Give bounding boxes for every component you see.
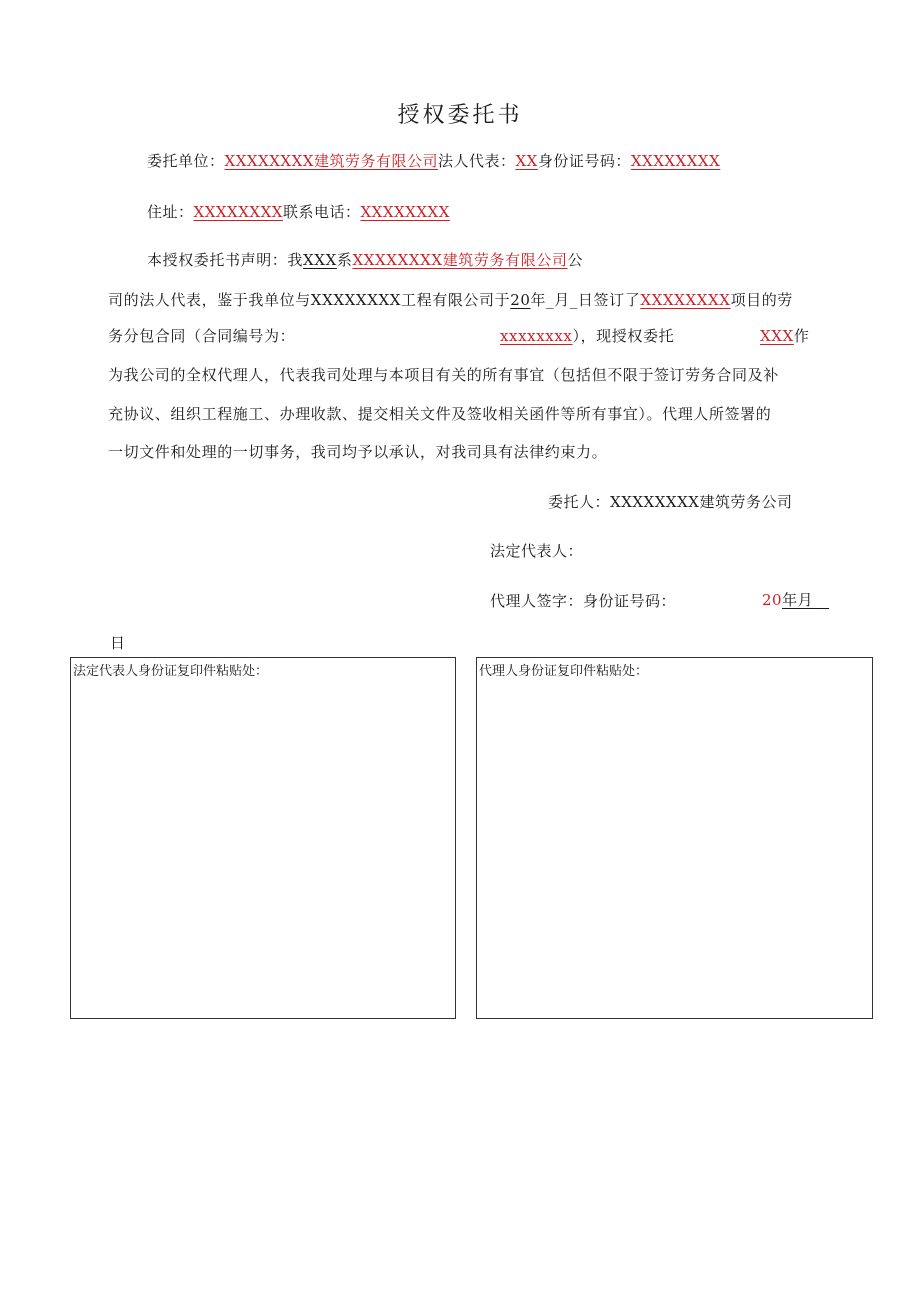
statement-line-3-c (760, 325, 809, 346)
statement-name: XXX (303, 251, 337, 269)
entrust-unit-line (147, 150, 720, 171)
statement-line-1 (147, 249, 583, 270)
legal-rep-id-copy-box (70, 657, 456, 1019)
statement-suffix: 公 (567, 251, 584, 269)
contract-number: xxxxxxxx (500, 327, 573, 345)
agent-sign-line (490, 590, 676, 611)
statement-line-5: 充协议、组织工程施工、办理收款、提交相关文件及签收相关函件等所有事宜）。代理人所签署的 (108, 405, 772, 423)
line2-c: 项目的劳 (730, 291, 793, 309)
address-value: XXXXXXXX (193, 203, 283, 221)
legal-rep-sign-label: 法定代表人： (490, 542, 584, 560)
phone-label: 联系电话： (282, 203, 361, 221)
agent-id-box-label: 代理人身份证复印件粘贴处： (479, 664, 649, 679)
line2-a: 司的法人代表，鉴于我单位与XXXXXXXX工程有限公司于 (108, 291, 511, 309)
line2-project: XXXXXXXX (640, 291, 731, 309)
statement-line-2 (108, 289, 793, 310)
agent-id-copy-box (476, 657, 873, 1019)
date-rest: 年月__ (782, 591, 830, 609)
phone-value: XXXXXXXX (360, 203, 450, 221)
principal-value: XXXXXXXX建筑劳务公司 (610, 493, 793, 511)
statement-line-6: 一切文件和处理的一切事务，我司均予以承认，对我司具有法律约束力。 (108, 443, 608, 461)
agent-sign-label: 代理人签字： (490, 592, 584, 610)
date-year: 20 (762, 591, 783, 609)
line2-year: 20 (510, 291, 531, 309)
id-label-2: 身份证号码： (583, 592, 677, 610)
statement-prefix: 本授权委托书声明：我 (147, 251, 304, 269)
statement-line-3-b (500, 325, 674, 346)
id-label-1: 身份证号码： (537, 152, 631, 170)
statement-line-4: 为我公司的全权代理人，代表我司处理与本项目有关的所有事宜（包括但不限于签订劳务合同及补 (108, 366, 779, 384)
legal-rep-name: XX (515, 152, 538, 170)
date-day: 日 (110, 634, 126, 652)
date-line (762, 589, 829, 610)
line2-b: 年_月_日签订了 (530, 291, 641, 309)
address-line (147, 201, 450, 222)
id-number-1: XXXXXXXX (630, 152, 721, 170)
statement-line-3-a: 务分包合同（合同编号为： (108, 327, 296, 345)
agent-name: XXX (760, 327, 794, 345)
principal-label: 委托人： (548, 493, 611, 511)
statement-mid: 系 (336, 251, 353, 269)
line3-b: ），现授权委托 (572, 327, 675, 345)
entrust-unit-label: 委托单位： (147, 152, 225, 170)
address-label: 住址： (147, 203, 194, 221)
legal-rep-label: 法人代表： (437, 152, 516, 170)
principal-line (548, 491, 792, 512)
line3-c: 作 (793, 327, 810, 345)
statement-company: XXXXXXXX建筑劳务有限公司 (352, 251, 568, 269)
document-title: 授权委托书 (397, 103, 523, 128)
legal-rep-id-box-label: 法定代表人身份证复印件粘贴处： (73, 664, 269, 679)
company-name: XXXXXXXX建筑劳务有限公司 (224, 152, 438, 170)
